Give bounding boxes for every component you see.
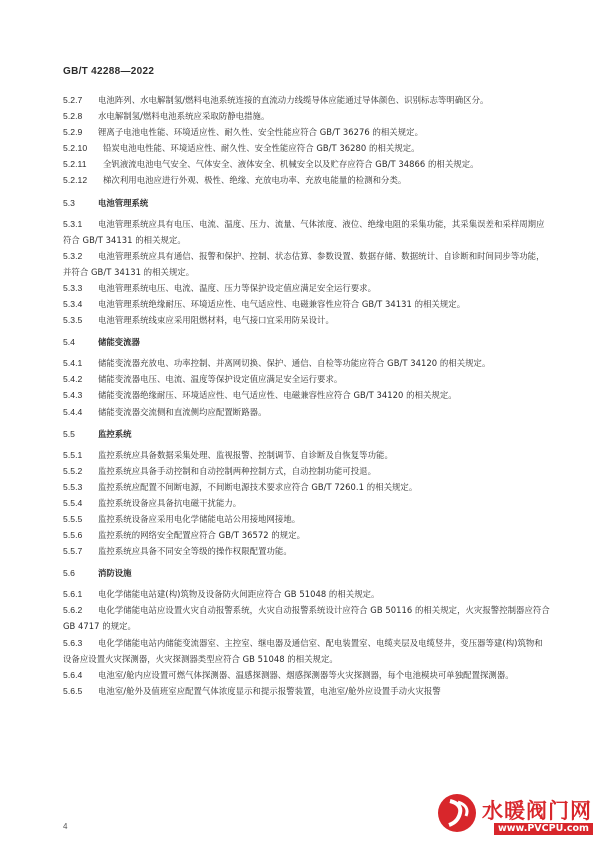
clause-number: 5.2.11	[63, 159, 87, 170]
clause-text: 电池阵列、水电解制氢/燃料电池系统连接的直流动力线缆导体应能通过导体颜色、识别标志等明确区分。	[98, 95, 489, 105]
clause-number: 5.2.9	[63, 127, 83, 138]
clause-number: 5.6.4	[63, 669, 83, 680]
clause	[63, 216, 550, 248]
section-title: 监控系统	[98, 428, 132, 439]
section-title: 电池管理系统	[98, 197, 149, 208]
clause-number: 5.2.12	[63, 175, 88, 186]
clause	[63, 479, 550, 495]
clause-text: 电化学储能电站应设置火灾自动报警系统，火灾自动报警系统设计应符合 GB 50116 的相关规定，火灾报警控制器应符合 GB 4717 的规定。	[63, 605, 550, 632]
clause-text: 水电解制氢/燃料电池系统应采取防静电措施。	[98, 111, 270, 122]
clause-number: 5.5.5	[63, 513, 83, 524]
section-number: 5.3	[63, 197, 75, 208]
clause-number: 5.5.2	[63, 465, 83, 476]
clause	[63, 635, 550, 667]
clause	[63, 527, 550, 543]
clause-text: 电池室/舱内应设置可燃气体探测器、温感探测器、烟感探测器等火灾探测器，每个电池模块可单独配置探测器。	[98, 669, 514, 680]
clause	[63, 667, 550, 683]
clause	[63, 404, 550, 420]
clause-number: 5.3.2	[63, 250, 83, 261]
clause-number: 5.4.2	[63, 374, 83, 385]
clause	[63, 371, 550, 387]
clause-number: 5.6.5	[63, 685, 83, 696]
clause-text: 储能变流器电压、电流、温度等保护设定值应满足安全运行要求。	[98, 374, 343, 385]
clause-number: 5.6.1	[63, 589, 83, 600]
site-logo-icon	[436, 792, 478, 834]
clause	[63, 312, 550, 328]
section-number: 5.6	[63, 568, 75, 579]
clause-text: 电化学储能电站内储能变流器室、主控室、继电器及通信室、配电装置室、电缆夹层及电缆竖井，变压器等建(构)筑物和设备应设置火灾探测器，火灾探测器类型应符合 GB 51048 的相关规定。	[63, 637, 543, 664]
clause	[63, 248, 550, 280]
section-heading	[63, 334, 550, 350]
clause-number: 5.5.1	[63, 449, 83, 460]
clause-number: 5.4.4	[63, 406, 83, 417]
clause	[63, 602, 550, 634]
clause	[63, 683, 550, 699]
clause-number: 5.4.1	[63, 358, 83, 369]
clause-text: 监控系统设备应采用电化学储能电站公用接地网接地。	[98, 513, 301, 524]
clause-number: 5.5.4	[63, 497, 83, 508]
clause	[63, 156, 550, 172]
clause	[63, 387, 550, 403]
clause-text: 电池管理系统应具有通信、报警和保护、控制、状态估算、参数设置、数据存储、数据统计、自诊断和时间同步等功能，并符合 GB/T 34131 的相关规定。	[63, 250, 545, 277]
clause-number: 5.2.10	[63, 143, 88, 154]
section-number: 5.4	[63, 337, 75, 348]
standard-code-header: GB/T 42288—2022	[63, 66, 155, 77]
clause-text: 储能变流器交流侧和直流侧均应配置断路器。	[98, 406, 267, 417]
page-number: 4	[63, 822, 68, 831]
clause-number: 5.2.7	[63, 95, 83, 105]
clause	[63, 447, 550, 463]
clause-number: 5.6.2	[63, 605, 83, 616]
watermark	[436, 792, 600, 842]
clause-text: 电池管理系统电压、电流、温度、压力等保护设定值应满足安全运行要求。	[98, 282, 377, 293]
clause-text: 监控系统应具备不同安全等级的操作权限配置功能。	[98, 546, 292, 557]
document-body	[63, 92, 550, 699]
clause-number: 5.3.3	[63, 282, 83, 293]
clause	[63, 92, 550, 108]
clause-text: 梯次利用电池应进行外观、极性、绝缘、充放电功率、充放电能量的检测和分类。	[103, 175, 407, 186]
section-title: 消防设施	[98, 568, 132, 579]
clause-text: 电池管理系统绝缘耐压、环境适应性、电气适应性、电磁兼容性应符合 GB/T 34131 的相关规定。	[98, 299, 466, 310]
clause-text: 监控系统应具备手动控制和自动控制两种控制方式，自动控制功能可投退。	[98, 465, 377, 476]
clause-number: 5.5.7	[63, 546, 83, 557]
clause-text: 铅炭电池电性能、环境适应性、耐久性、安全性能应符合 GB/T 36280 的相关规定。	[103, 143, 420, 154]
clause	[63, 511, 550, 527]
clause-text: 储能变流器绝缘耐压、环境适应性、电气适应性、电磁兼容性应符合 GB/T 34120 的相关规定。	[98, 390, 457, 401]
section-number: 5.5	[63, 428, 75, 439]
clause-text: 电化学储能电站建(构)筑物及设备防火间距应符合 GB 51048 的相关规定。	[98, 589, 380, 600]
clause-number: 5.3.5	[63, 315, 83, 326]
clause	[63, 172, 550, 188]
site-url: www.PVCPU.com	[494, 823, 593, 835]
clause	[63, 586, 550, 602]
clause	[63, 108, 550, 124]
clause	[63, 124, 550, 140]
clause	[63, 495, 550, 511]
clause-text: 电池管理系统线束应采用阻燃材料，电气接口宜采用防呆设计。	[98, 315, 334, 326]
section-heading	[63, 565, 550, 581]
clause-number: 5.5.3	[63, 481, 83, 492]
section-title: 储能变流器	[98, 337, 140, 348]
clause-text: 储能变流器充放电、功率控制、并离网切换、保护、通信、自检等功能应符合 GB/T 34120 的相关规定。	[98, 358, 491, 369]
clause	[63, 296, 550, 312]
clause-text: 锂离子电池电性能、环境适应性、耐久性、安全性能应符合 GB/T 36276 的相关规定。	[98, 127, 423, 138]
clause-number: 5.2.8	[63, 111, 83, 122]
clause-number: 5.6.3	[63, 637, 83, 648]
clause-number: 5.3.1	[63, 218, 83, 229]
clause-text: 监控系统应配置不间断电源，不间断电源技术要求应符合 GB/T 7260.1 的相关规定。	[98, 481, 418, 492]
clause-number: 5.4.3	[63, 390, 83, 401]
clause-text: 电池管理系统应具有电压、电流、温度、压力、流量、气体浓度、液位、绝缘电阻的采集功能，其采集误差和采样周期应符合 GB/T 34131 的相关规定。	[63, 218, 545, 245]
clause	[63, 463, 550, 479]
clause-text: 监控系统应具备数据采集处理、监视报警、控制调节、自诊断及自恢复等功能。	[98, 449, 393, 460]
clause	[63, 140, 550, 156]
clause	[63, 280, 550, 296]
clause-text: 监控系统设备应具备抗电磁干扰能力。	[98, 497, 242, 508]
clause-number: 5.3.4	[63, 299, 83, 310]
section-heading	[63, 195, 550, 211]
clause-text: 监控系统的网络安全配置应符合 GB/T 36572 的规定。	[98, 530, 306, 541]
clause-text: 电池室/舱外及值班室应配置气体浓度显示和提示报警装置，电池室/舱外应设置手动火灾报警	[98, 685, 441, 696]
section-heading	[63, 426, 550, 442]
clause-number: 5.5.6	[63, 530, 83, 541]
site-name: 水暖阀门网	[482, 799, 592, 823]
clause-text: 全钒液流电池电气安全、气体安全、液体安全、机械安全以及贮存应符合 GB/T 34866 的相关规定。	[103, 159, 479, 170]
clause	[63, 543, 550, 559]
clause	[63, 355, 550, 371]
